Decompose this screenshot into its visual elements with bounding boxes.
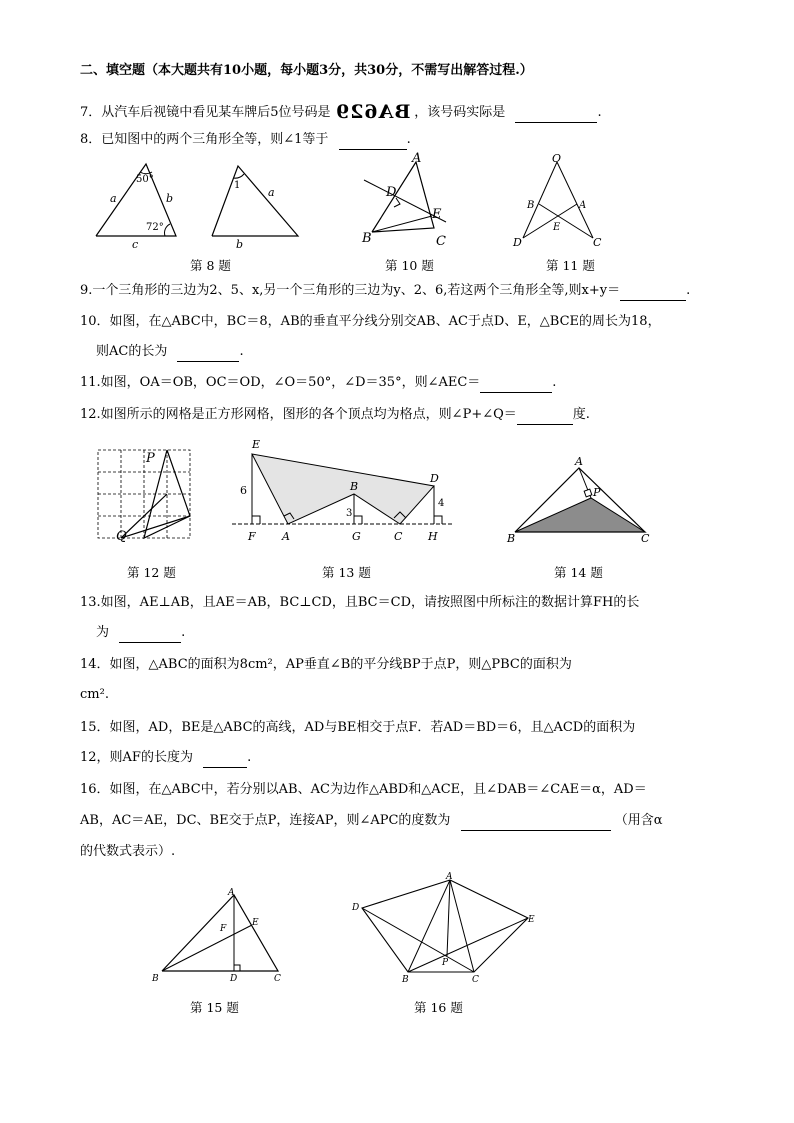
svg-text:3: 3 — [346, 508, 353, 519]
figure-8 — [90, 158, 310, 251]
question-16-cont: AB，AC＝AE，DC、BE交于点P，连接AP，则∠APC的度数为 （用含α — [80, 812, 663, 831]
figure-15 — [150, 885, 290, 985]
section-header: 二、填空题（本大题共有10小题，每小题3分，共30分，不需写出解答过程.） — [80, 63, 533, 78]
answer-blank[interactable] — [203, 749, 247, 768]
angle-72: 72° — [146, 222, 164, 233]
svg-text:O: O — [552, 152, 562, 165]
svg-text:P: P — [593, 486, 601, 499]
caption: 第 13 题 — [322, 565, 371, 580]
svg-text:B: B — [350, 480, 359, 493]
question-15-cont: 12，则AF的长度为 . — [80, 749, 251, 768]
svg-text:D: D — [386, 185, 397, 200]
svg-text:a: a — [110, 192, 117, 205]
svg-text:F: F — [248, 530, 256, 543]
answer-blank[interactable] — [620, 282, 686, 301]
question-13: 13.如图，AE⊥AB，且AE＝AB，BC⊥CD，且BC＝CD，请按照图中所标注的数据计算FH的长 — [80, 595, 640, 610]
svg-text:E: E — [252, 438, 261, 451]
svg-text:Q: Q — [116, 529, 127, 544]
svg-text:E: E — [528, 915, 535, 925]
question-10-cont: 则AC的长为 . — [96, 343, 244, 362]
svg-text:C: C — [436, 234, 446, 249]
svg-text:6: 6 — [240, 484, 247, 497]
svg-text:D: D — [230, 974, 238, 984]
svg-text:F: F — [220, 924, 227, 934]
figure-14 — [505, 450, 655, 545]
question-14: 14．如图，△ABC的面积为8cm²，AP垂直∠B的平分线BP于点P，则△PBC的面积为 — [80, 657, 572, 672]
q7-text-post: ，该号码实际是 — [414, 105, 506, 120]
svg-text:C: C — [593, 236, 602, 249]
figure-13 — [232, 436, 462, 548]
caption: 第 15 题 — [190, 1000, 239, 1015]
svg-text:D: D — [513, 236, 522, 249]
svg-text:c: c — [132, 238, 139, 251]
figure-11 — [505, 150, 615, 250]
answer-blank[interactable] — [515, 104, 597, 123]
answer-blank[interactable] — [461, 812, 611, 831]
caption: 第 10 题 — [385, 258, 434, 273]
license-plate: BA629 — [334, 101, 411, 123]
answer-blank[interactable] — [517, 406, 573, 425]
answer-blank[interactable] — [119, 624, 181, 643]
svg-text:b: b — [166, 192, 174, 205]
question-15: 15．如图，AD，BE是△ABC的高线，AD与BE相交于点F．若AD＝BD＝6，且△ACD的面积为 — [80, 720, 636, 735]
question-13-cont: 为 . — [96, 624, 185, 643]
question-7: 7．从汽车后视镜中看见某车牌后5位号码是 BA629 ，该号码实际是 . — [80, 101, 602, 123]
svg-text:B: B — [527, 200, 535, 211]
angle-50: 50° — [136, 174, 154, 185]
svg-text:1: 1 — [234, 180, 241, 191]
caption: 第 8 题 — [190, 258, 231, 273]
svg-text:E: E — [553, 222, 561, 233]
question-16: 16．如图，在△ABC中，若分别以AB、AC为边作△ABD和△ACE，且∠DAB＝∠CAE＝α，AD＝ — [80, 782, 647, 797]
question-10: 10．如图，在△ABC中，BC＝8，AB的垂直平分线分别交AB、AC于点D、E，△BCE的周长为18， — [80, 314, 661, 329]
svg-text:P: P — [146, 451, 155, 466]
svg-text:C: C — [394, 530, 403, 543]
caption: 第 11 题 — [546, 258, 595, 273]
question-9: 9.一个三角形的三边为2、5、x,另一个三角形的三边为y、2、6,若这两个三角形全等,则x+y＝ . — [80, 282, 690, 301]
svg-text:E: E — [252, 918, 259, 928]
svg-text:B: B — [507, 532, 516, 545]
caption: 第 16 题 — [414, 1000, 463, 1015]
svg-text:P: P — [442, 958, 449, 968]
svg-text:A: A — [282, 530, 290, 543]
svg-text:b: b — [236, 238, 244, 251]
question-14-cont: cm². — [80, 687, 109, 702]
svg-text:G: G — [352, 530, 361, 543]
question-16-cont2: 的代数式表示）. — [80, 844, 176, 859]
svg-text:C: C — [641, 532, 650, 545]
question-8: 8．已知图中的两个三角形全等，则∠1等于 . — [80, 131, 411, 150]
answer-blank[interactable] — [177, 343, 239, 362]
figure-16 — [350, 870, 540, 985]
svg-text:D: D — [430, 472, 439, 485]
svg-text:4: 4 — [438, 498, 445, 509]
caption: 第 12 题 — [127, 565, 176, 580]
svg-text:C: C — [472, 975, 479, 985]
figure-10 — [360, 150, 470, 250]
caption: 第 14 题 — [554, 565, 603, 580]
svg-text:B: B — [362, 231, 372, 246]
answer-blank[interactable] — [339, 131, 407, 150]
svg-text:E: E — [432, 207, 442, 222]
figure-12 — [98, 448, 193, 543]
svg-text:A: A — [228, 888, 235, 898]
svg-text:A: A — [575, 455, 583, 468]
q7-text: 7．从汽车后视镜中看见某车牌后5位号码是 — [80, 105, 331, 120]
svg-text:H: H — [428, 530, 438, 543]
question-12: 12.如图所示的网格是正方形网格，图形的各个顶点均为格点，则∠P+∠Q＝ 度. — [80, 406, 590, 425]
svg-text:B: B — [402, 975, 409, 985]
svg-text:A: A — [446, 872, 453, 882]
svg-text:C: C — [274, 974, 281, 984]
svg-text:A: A — [579, 200, 587, 211]
answer-blank[interactable] — [480, 374, 552, 393]
svg-text:A: A — [412, 151, 422, 166]
svg-text:D: D — [352, 903, 360, 913]
svg-text:B: B — [152, 974, 159, 984]
svg-text:a: a — [268, 186, 275, 199]
question-11: 11.如图，OA＝OB，OC＝OD，∠O＝50°，∠D＝35°，则∠AEC＝ . — [80, 374, 556, 393]
